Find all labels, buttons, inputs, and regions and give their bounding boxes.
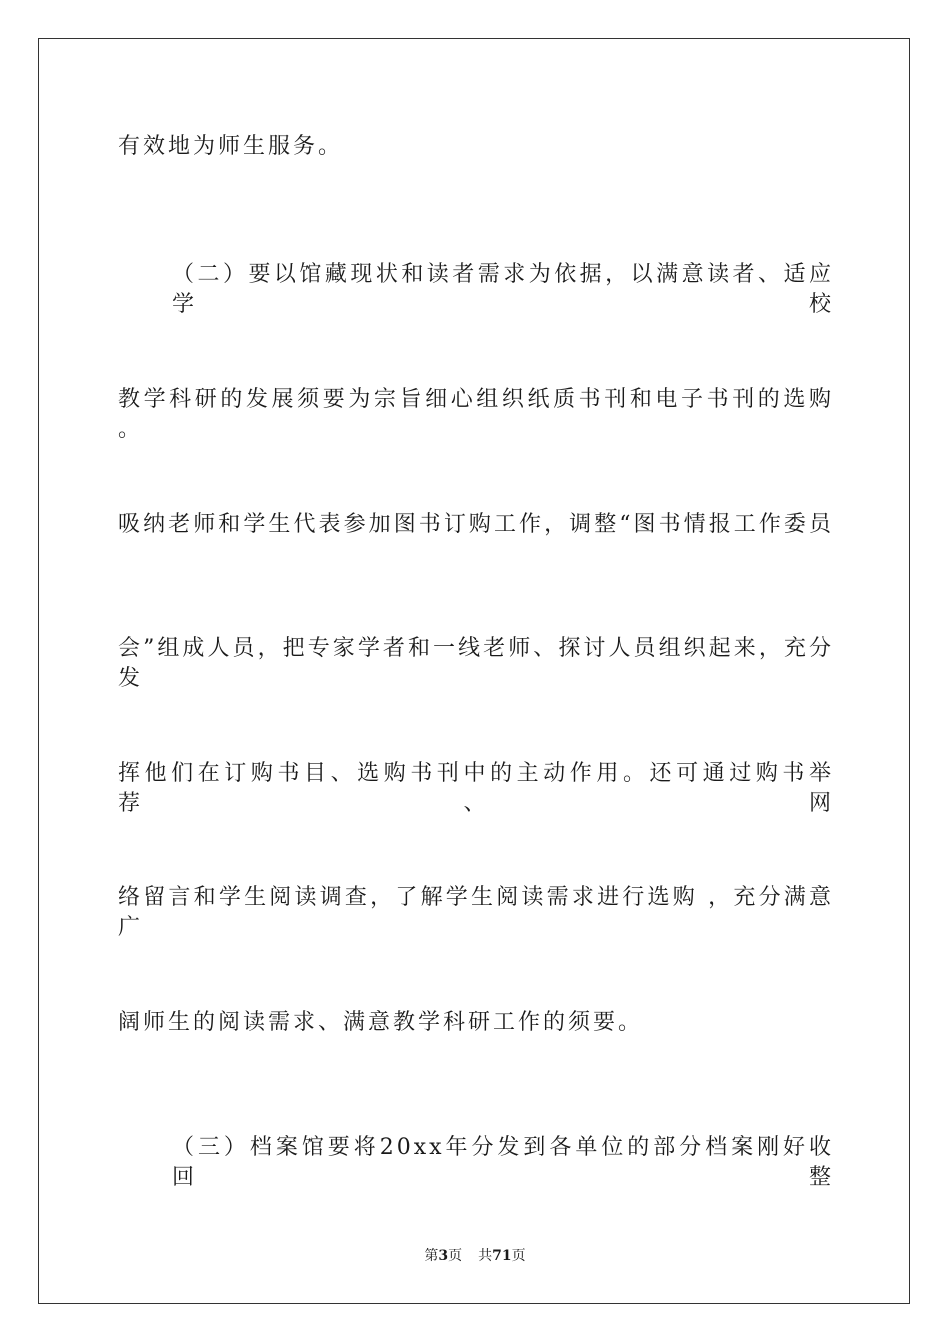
page-suffix: 页 [448,1248,463,1264]
paragraph-line: 会”组成人员，把专家学者和一线老师、探讨人员组织起来，充分发 [118,636,834,691]
paragraph-line: 教学科研的发展须要为宗旨细心组织纸质书刊和电子书刊的选购 。 [118,387,834,442]
page-total: 71 [492,1248,512,1264]
page-prefix: 第 [424,1248,439,1264]
paragraph-line: （三）档案馆要将20xx年分发到各单位的部分档案刚好收回整 [172,1135,834,1190]
paragraph-line: （二）要以馆藏现状和读者需求为依据，以满意读者、适应学校 [172,262,834,317]
page-footer [0,1246,950,1266]
paragraph-line: 吸纳老师和学生代表参加图书订购工作，调整“图书情报工作委员 [118,512,834,537]
paragraph-line: 阔师生的阅读需求、满意教学科研工作的须要。 [118,1010,644,1035]
total-suffix: 页 [511,1248,526,1264]
paragraph-line: 挥他们在订购书目、选购书刊中的主动作用。还可通过购书举荐、网 [118,761,834,816]
paragraph-line: 络留言和学生阅读调查，了解学生阅读需求进行选购 ，充分满意广 [118,885,834,940]
page-current: 3 [438,1248,449,1264]
total-prefix: 共 [478,1248,493,1264]
paragraph-line: 有效地为师生服务。 [118,134,344,159]
page-border [38,38,910,1304]
